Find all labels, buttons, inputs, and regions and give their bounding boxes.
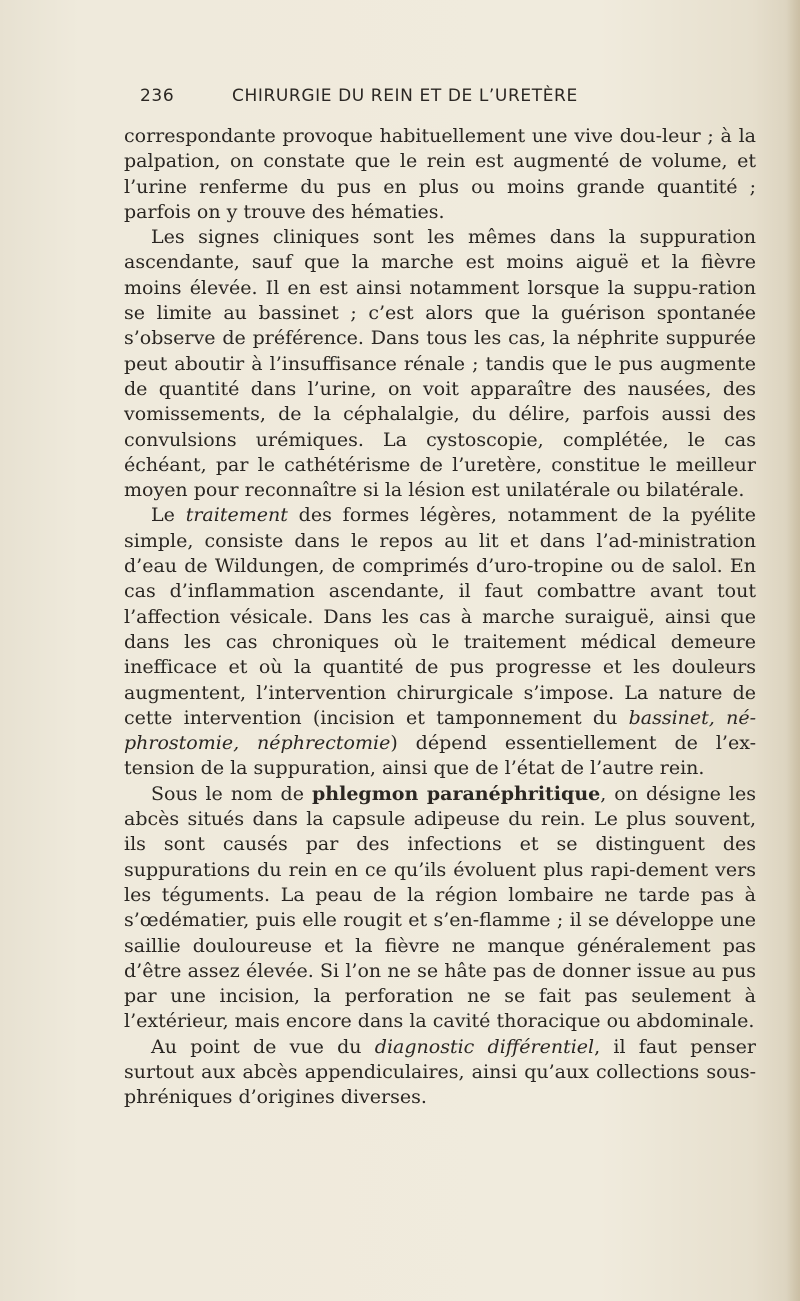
italic-term-traitement: traitement	[185, 504, 288, 527]
text-run: Au point de vue du	[151, 1035, 375, 1058]
text-run: ) dépend essentiellement de l’ex-tension de la suppuration, ainsi que de l’état de l’autre rein.	[124, 732, 756, 780]
italic-term-procedures: bassinet, né-phrostomie, néphrectomie	[124, 706, 756, 755]
page-number: 236	[140, 86, 175, 106]
text-run: des formes légères, notamment de la pyélite simple, consiste dans le repos au lit et dans l’ad-ministration d’eau de Wildungen, de comprimés d’uro-tropine ou de salol. En cas d’inflammation ascendante, il faut combattre avant tout l’affection vésicale. Dans les cas à marche suraiguë, ainsi que dans les cas chroniques où le traitement médical demeure inefficace et où la quantité de pus progresse et les douleurs augmentent, l’intervention chirurgicale s’impose. La nature de cette intervention (incision et tamponnement du	[124, 504, 756, 729]
text-run: Sous le nom de	[151, 782, 312, 805]
paragraph-1	[124, 124, 756, 225]
italic-term-diagnostic: diagnostic différentiel	[374, 1035, 595, 1058]
running-head	[140, 86, 660, 116]
paragraph-3-treatment	[124, 503, 756, 781]
page-edge-shadow	[786, 0, 800, 1301]
text-run: , il faut penser surtout aux abcès appendiculaires, ainsi qu’aux collections sous-phréniques d’origines diverses.	[124, 1035, 757, 1109]
text-run: Le	[151, 504, 186, 527]
text-run: , on désigne les abcès situés dans la capsule adipeuse du rein. Le plus souvent, ils sont causés par des infections et se distinguent des suppurations du rein en ce qu’ils évoluent plus rapi-dement vers les téguments. La peau de la région lombaire ne tarde pas à s’œdématier, puis elle rougit et s’en-flamme ; il se développe une saillie douloureuse et la fièvre ne manque généralement pas d’être assez élevée. Si l’on ne se hâte pas de donner issue au pus par une incision, la perforation ne se fait pas seulement à l’extérieur, mais encore dans la cavité thoracique ou abdominale.	[124, 782, 756, 1033]
paragraph-2	[124, 225, 756, 503]
paragraph-4-phlegmon	[124, 782, 756, 1035]
text-run: correspondante provoque habituellement une vive dou-leur ; à la palpation, on constate que le rein est augmenté de volume, et l’urine renferme du pus en plus ou moins grande quantité ; parfois on y trouve des hématies.	[124, 125, 756, 223]
paragraph-5-diagnostic	[124, 1035, 756, 1111]
text-run: Les signes cliniques sont les mêmes dans la suppuration ascendante, sauf que la marche est moins aiguë et la fièvre moins élevée. Il en est ainsi notamment lorsque la suppu-ration se limite au bassinet ; c’est alors que la guérison spontanée s’observe de préférence. Dans tous les cas, la néphrite suppurée peut aboutir à l’insuffisance rénale ; tandis que le pus augmente de quantité dans l’urine, on voit apparaître des nausées, des vomissements, de la céphalalgie, du délire, parfois aussi des convulsions urémiques. La cystoscopie, complétée, le cas échéant, par le cathétérisme de l’uretère, constitue le meilleur moyen pour reconnaître si la lésion est unilatérale ou bilatérale.	[124, 226, 756, 502]
body-text	[124, 124, 756, 1111]
running-title: CHIRURGIE DU REIN ET DE L’URETÈRE	[232, 86, 578, 106]
bold-term-phlegmon: phlegmon paranéphritique	[312, 782, 601, 805]
